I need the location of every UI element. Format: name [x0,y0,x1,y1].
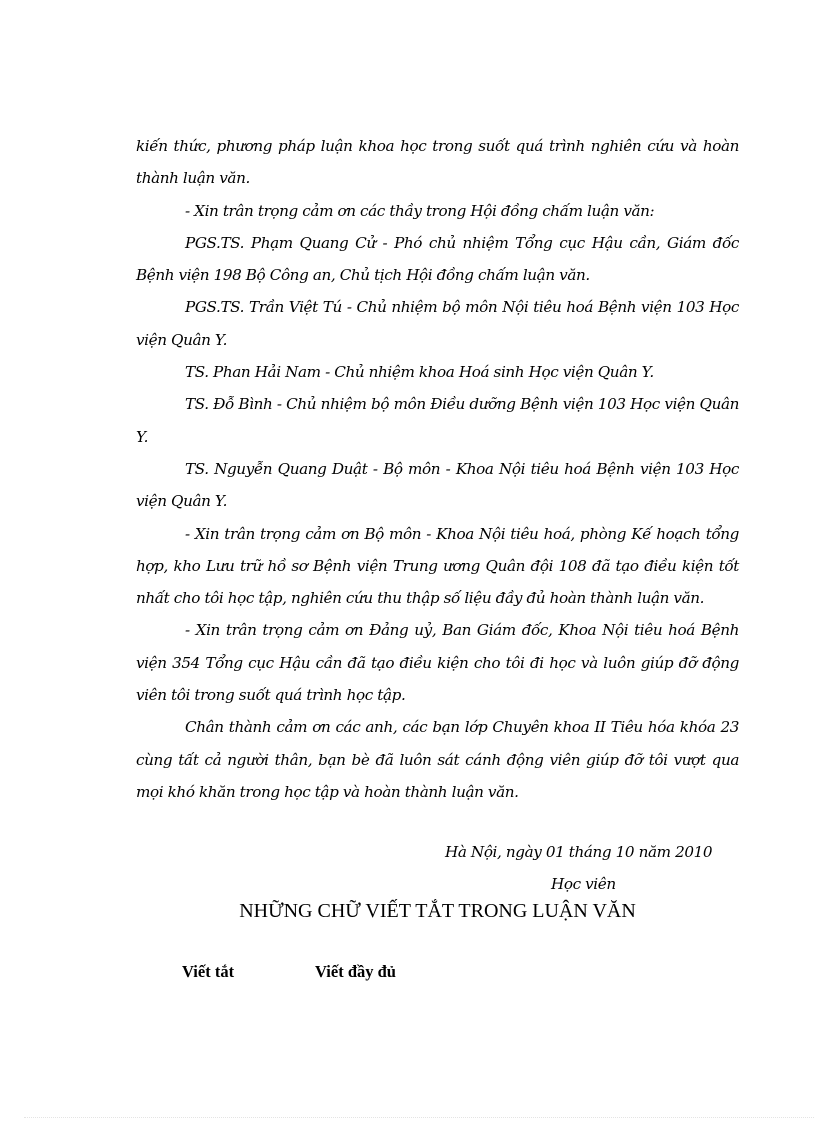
page-edge-divider [24,1117,814,1118]
signature-label: Học viên [551,875,616,893]
paragraph: TS. Đỗ Bình - Chủ nhiệm bộ môn Điều dưỡng Bệnh viện 103 Học viện Quân Y. [136,395,739,446]
paragraph: TS. Nguyễn Quang Duật - Bộ môn - Khoa Nội tiêu hoá Bệnh viện 103 Học viện Quân Y. [136,459,739,511]
paragraph: PGS.TS. Phạm Quang Cử - Phó chủ nhiệm Tổng cục Hậu cần, Giám đốc Bệnh viện 198 Bộ Công an, Chủ tịch Hội đồng chấm luận văn. [136,233,739,285]
paragraph: PGS.TS. Trần Việt Tú - Chủ nhiệm bộ môn Nội tiêu hoá Bệnh viện 103 Học viện Quân Y. [136,298,739,349]
date-line: Hà Nội, ngày 01 tháng 10 năm 2010 [445,843,713,861]
paragraph: kiến thức, phương pháp luận khoa học trong suốt quá trình nghiên cứu và hoàn thành luận văn. [136,137,739,188]
paragraph: - Xin trân trọng cảm ơn Đảng uỷ, Ban Giám đốc, Khoa Nội tiêu hoá Bệnh viện 354 Tổng cục Hậu cần đã tạo điều kiện cho tôi đi học và luôn giúp đỡ động viên tôi trong suốt quá trình học tập. [136,621,739,705]
abbreviation-column-header: Viết tắt [182,962,235,981]
paragraph: Chân thành cảm ơn các anh, các bạn lớp Chuyên khoa II Tiêu hóa khóa 23 cùng tất cả người thân, bạn bè đã luôn sát cánh động viên giúp đỡ tôi vượt qua mọi khó khăn trong học tập và hoàn thành luận văn. [136,718,739,801]
abbreviations-title: NHỮNG CHỮ VIẾT TẮT TRONG LUẬN VĂN [239,900,636,922]
paragraph: - Xin trân trọng cảm ơn các thầy trong Hội đồng chấm luận văn: [185,201,655,220]
acknowledgements-body [136,130,739,808]
paragraph: - Xin trân trọng cảm ơn Bộ môn - Khoa Nội tiêu hoá, phòng Kế hoạch tổng hợp, kho Lưu trữ hồ sơ Bệnh viện Trung ương Quân đội 108 đã tạo điều kiện tốt nhất cho tôi học tập, nghiên cứu thu thập số liệu đầy đủ hoàn thành luận văn. [136,524,739,608]
full-form-column-header: Viết đầy đủ [315,962,396,981]
paragraph: TS. Phan Hải Nam - Chủ nhiệm khoa Hoá sinh Học viện Quân Y. [185,363,654,382]
